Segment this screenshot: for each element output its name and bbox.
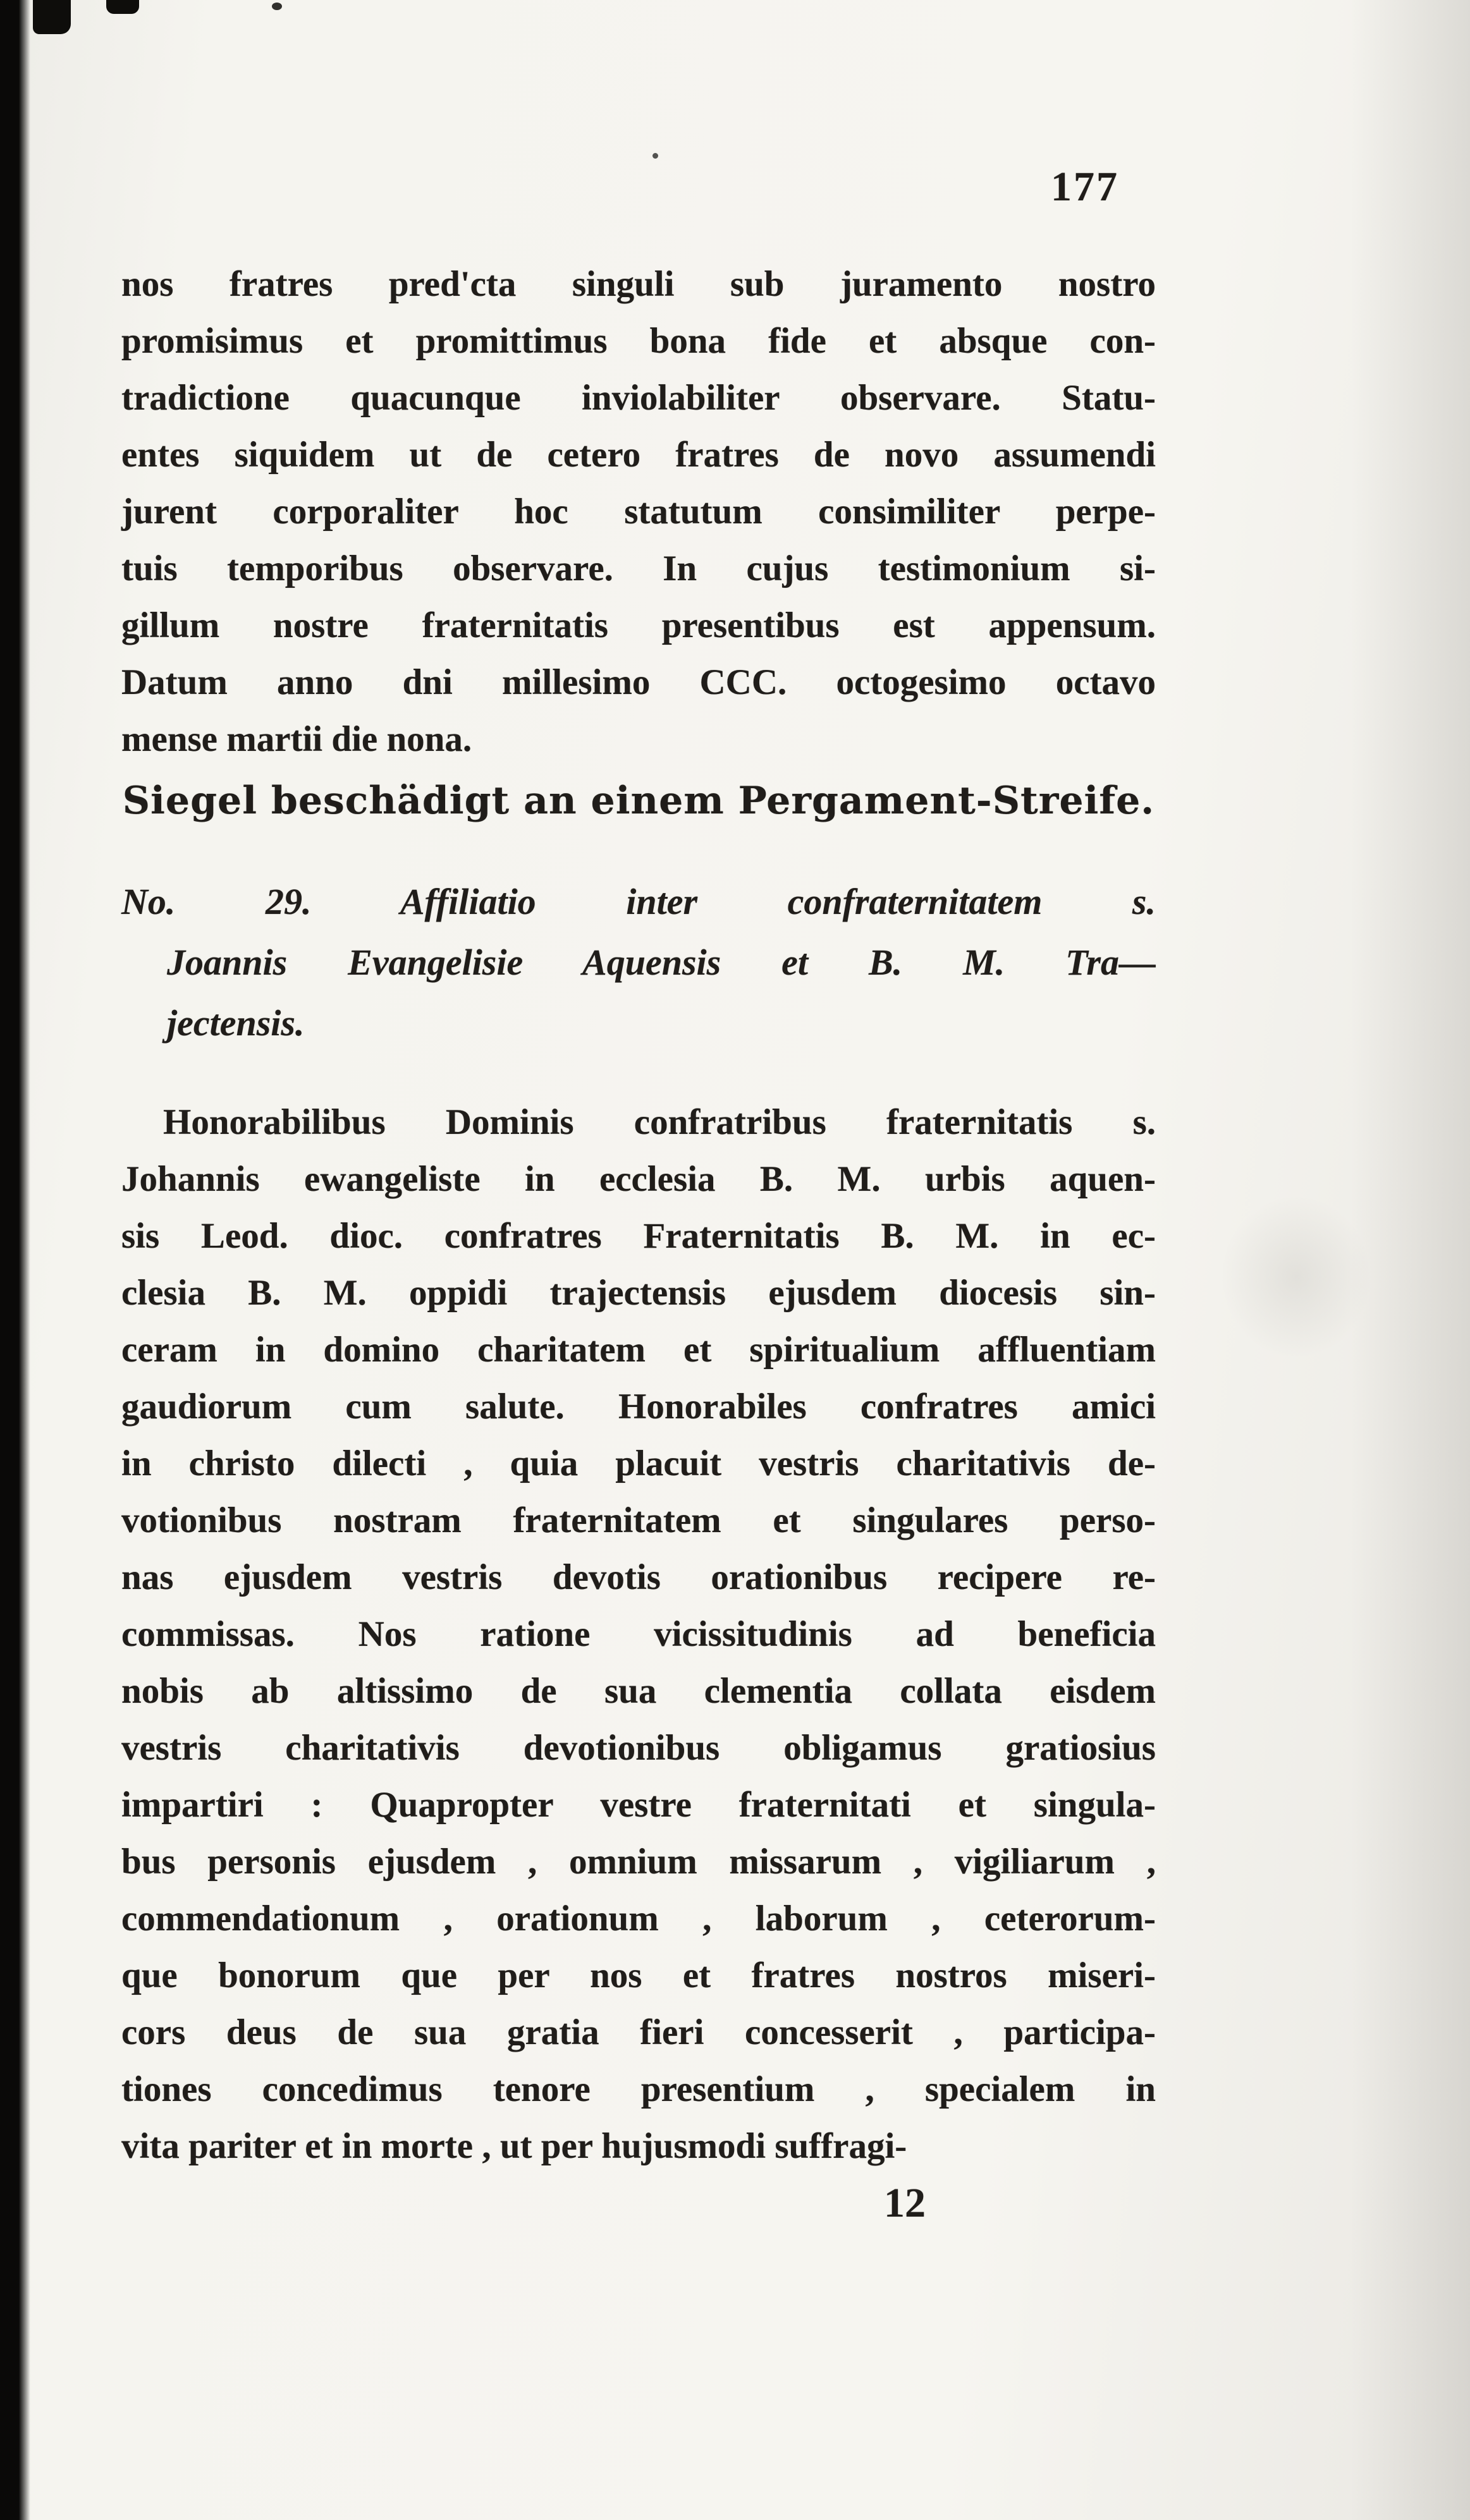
- text-line: gillum nostre fraternitatis presentibus est appensum.: [121, 606, 1156, 645]
- text-line: nobis ab altissimo de sua clementia collata eisdem: [121, 1671, 1156, 1711]
- scan-binding-edge: [0, 0, 30, 2520]
- text-line: clesia B. M. oppidi trajectensis ejusdem diocesis sin-: [121, 1273, 1156, 1313]
- text-line: sis Leod. dioc. confratres Fraternitatis B. M. in ec-: [121, 1216, 1156, 1256]
- text-line: promisimus et promittimus bona fide et absque con-: [121, 321, 1156, 361]
- text-line: entes siquidem ut de cetero fratres de novo assumendi: [121, 435, 1156, 475]
- text-line: Datum anno dni millesimo CCC. octogesimo octavo: [121, 662, 1156, 702]
- text-line: tiones concedimus tenore presentium , specialem in: [121, 2069, 1156, 2109]
- text-line: vita pariter et in morte , ut per hujusmodi suffragi-: [121, 2126, 907, 2166]
- text-line: mense martii die nona.: [121, 719, 472, 759]
- text-line: que bonorum que per nos et fratres nostros miseri-: [121, 1956, 1156, 1995]
- heading-line: Joannis Evangelisie Aquensis et B. M. Tra—: [167, 942, 1156, 983]
- text-line: tuis temporibus observare. In cujus testimonium si-: [121, 549, 1156, 588]
- heading-line: No. 29. Affiliatio inter confraternitatem s.: [121, 881, 1156, 922]
- seal-note-german: Siegel beschädigt an einem Pergament-Streife.: [122, 779, 1155, 823]
- text-line: Honorabilibus Dominis confratribus fraternitatis s.: [163, 1102, 1156, 1142]
- text-line: cors deus de sua gratia fieri concesserit , participa-: [121, 2012, 1156, 2052]
- text-block: [121, 256, 1156, 2175]
- text-line: tradictione quacunque inviolabiliter observare. Statu-: [121, 378, 1156, 418]
- text-line: commissas. Nos ratione vicissitudinis ad beneficia: [121, 1614, 1156, 1654]
- text-line: in christo dilecti , quia placuit vestris charitativis de-: [121, 1444, 1156, 1483]
- text-line: nos fratres pred'cta singuli sub juramento nostro: [121, 264, 1156, 304]
- text-line: impartiri : Quapropter vestre fraternitati et singula-: [121, 1785, 1156, 1825]
- text-line: Johannis ewangeliste in ecclesia B. M. urbis aquen-: [121, 1159, 1156, 1199]
- text-line: gaudiorum cum salute. Honorabiles confratres amici: [121, 1387, 1156, 1427]
- scan-smudge: [1220, 1195, 1372, 1359]
- charter-heading: [121, 872, 1156, 1054]
- page-number: 177: [1051, 164, 1119, 210]
- text-line: ceram in domino charitatem et spiritualium affluentiam: [121, 1330, 1156, 1370]
- scan-artifact-speck: [652, 153, 658, 159]
- paragraph-latin-affiliatio: [121, 1094, 1156, 2175]
- text-line: commendationum , orationum , laborum , ceterorum-: [121, 1899, 1156, 1939]
- text-line: votionibus nostram fraternitatem et singulares perso-: [121, 1500, 1156, 1540]
- text-line: bus personis ejusdem , omnium missarum , vigiliarum ,: [121, 1842, 1156, 1882]
- signature-number: 12: [884, 2180, 926, 2226]
- scan-artifact-speck: [272, 3, 282, 10]
- heading-line: jectensis.: [167, 1002, 305, 1044]
- text-line: jurent corporaliter hoc statutum consimiliter perpe-: [121, 492, 1156, 532]
- text-line: nas ejusdem vestris devotis orationibus recipere re-: [121, 1557, 1156, 1597]
- scan-artifact-blob: [106, 0, 139, 14]
- scan-artifact-blob: [33, 0, 71, 34]
- text-line: vestris charitativis devotionibus obligamus gratiosius: [121, 1728, 1156, 1768]
- paragraph-latin-statute: [121, 256, 1156, 768]
